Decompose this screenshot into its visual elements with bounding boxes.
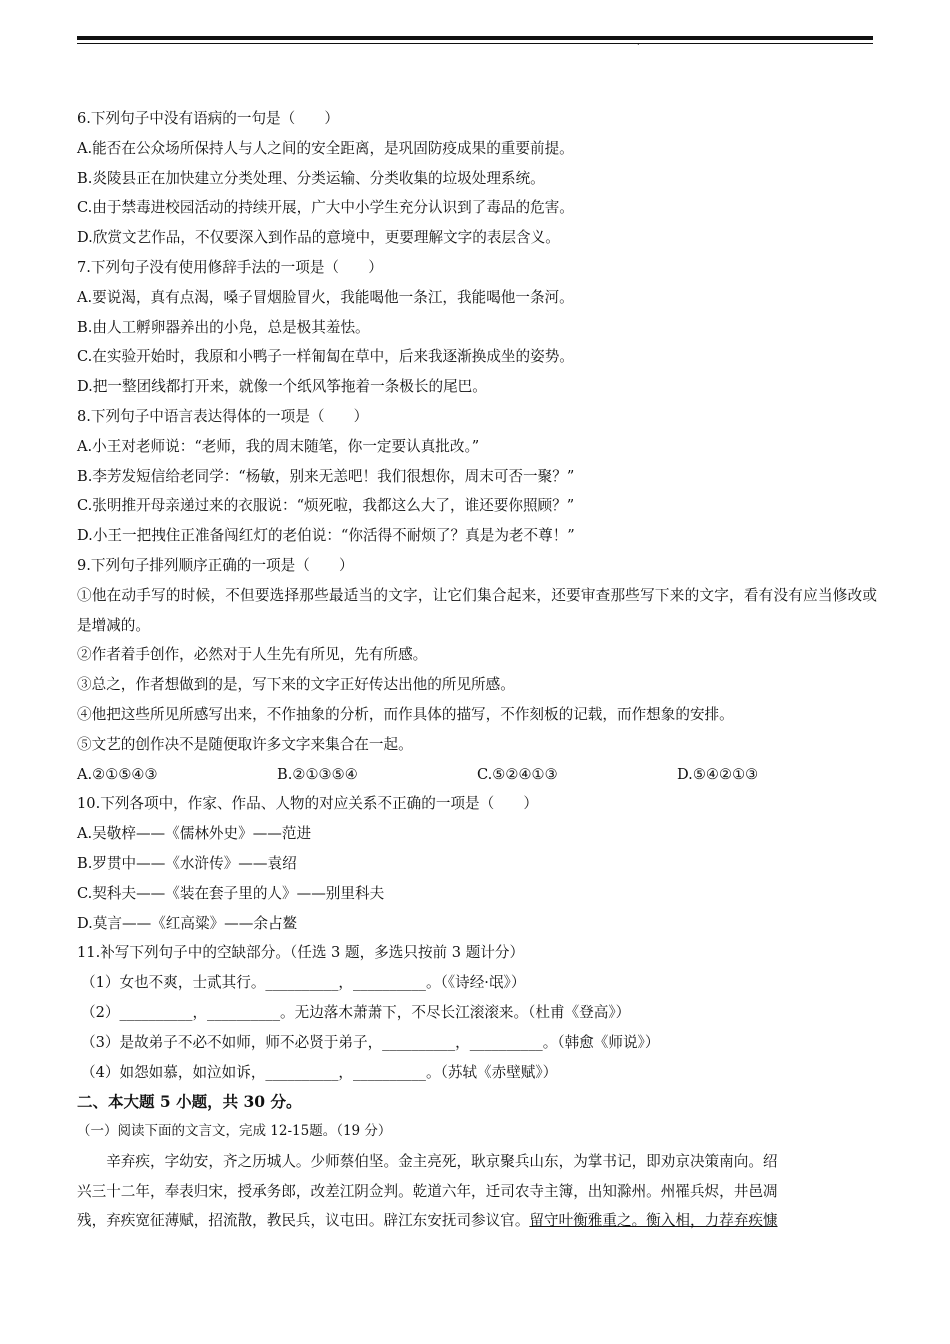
passage-line-3 bbox=[77, 1206, 877, 1236]
exam-page-content bbox=[77, 104, 877, 1236]
q9-choice-b: B.②①③⑤④ bbox=[277, 765, 358, 783]
q11-item-1: （1）女也不爽，士贰其行。__________，__________。（《诗经·氓》） bbox=[81, 974, 526, 992]
q11-item-2: （2）__________，__________。无边落木萧萧下，不尽长江滚滚来。（杜甫《登高》） bbox=[81, 1003, 631, 1021]
q11-item-3: （3）是故弟子不必不如师，师不必贤于弟子，__________，__________。（韩愈《师说》） bbox=[81, 1033, 660, 1051]
q7-option-b: B.由人工孵卵器养出的小凫，总是极其羞怯。 bbox=[77, 318, 370, 336]
q9-sentence-1: ①他在动手写的时候，不但要选择那些最适当的文字，让它们集合起来，还要审查那些写下来的文字，看有没有应当修改或是增减的。 bbox=[77, 586, 877, 634]
q8-option-b: B.李芳发短信给老同学：“杨敏，别来无恙吧！我们很想你，周末可否一聚？” bbox=[77, 467, 575, 485]
passage-underlined-sentence: 留守叶衡雅重之。衡入相，力荐弃疾慷 bbox=[529, 1212, 778, 1230]
passage-line-3-text: 残，弃疾宽征薄赋，招流散，教民兵，议屯田。辟江东安抚司参议官。 bbox=[77, 1212, 530, 1230]
q11-stem: 11.补写下列句子中的空缺部分。（任选 3 题，多选只按前 3 题计分） bbox=[77, 944, 525, 962]
q10-option-d: D.莫言——《红高粱》——余占鳌 bbox=[77, 914, 298, 932]
q10-option-c: C.契科夫——《装在套子里的人》——别里科夫 bbox=[77, 884, 385, 902]
q10-option-b: B.罗贯中——《水浒传》——袁绍 bbox=[77, 854, 297, 872]
q9-sentence-3: ③总之，作者想做到的是，写下来的文字正好传达出他的所见所感。 bbox=[77, 676, 515, 694]
header-rule-thin bbox=[77, 43, 873, 44]
q8-option-a: A.小王对老师说：“老师，我的周末随笔，你一定要认真批改。” bbox=[77, 437, 480, 455]
q9-choices bbox=[77, 760, 877, 790]
q8-option-c: C.张明推开母亲递过来的衣服说：“烦死啦，我都这么大了，谁还要你照顾？” bbox=[77, 497, 575, 515]
q6-option-a: A.能否在公众场所保持人与人之间的安全距离，是巩固防疫成果的重要前提。 bbox=[77, 139, 574, 157]
q8-stem: 8.下列句子中语言表达得体的一项是（ ） bbox=[77, 407, 369, 425]
q9-sentence-2: ②作者着手创作，必然对于人生先有所见，先有所感。 bbox=[77, 646, 428, 664]
q11-item-4: （4）如怨如慕，如泣如诉，__________，__________。（苏轼《赤壁赋》） bbox=[81, 1063, 558, 1081]
q7-option-a: A.要说渴，真有点渴，嗓子冒烟脸冒火，我能喝他一条江，我能喝他一条河。 bbox=[77, 288, 574, 306]
header-rule-thick bbox=[77, 36, 873, 40]
q9-choice-d: D.⑤④②①③ bbox=[677, 765, 759, 783]
q6-stem: 6.下列句子中没有语病的一句是（ ） bbox=[77, 110, 340, 127]
q9-sentence-4: ④他把这些所见所感写出来，不作抽象的分析，而作具体的描写，不作刻板的记载，而作想象的安排。 bbox=[77, 705, 734, 723]
q10-stem: 10.下列各项中，作家、作品、人物的对应关系不正确的一项是（ ） bbox=[77, 795, 539, 813]
q8-option-d: D.小王一把拽住正准备闯红灯的老伯说：“你活得不耐烦了？真是为老不尊！” bbox=[77, 527, 575, 545]
header-dot: . bbox=[637, 38, 640, 47]
q9-choice-a: A.②①⑤④③ bbox=[77, 765, 158, 783]
passage-line-2: 兴三十二年，奉表归宋，授承务郎，改差江阴佥判。乾道六年，迁司农寺主簿，出知滁州。州罹兵烬，井邑凋 bbox=[77, 1182, 778, 1200]
q9-stem: 9.下列句子排列顺序正确的一项是（ ） bbox=[77, 556, 354, 574]
q9-choice-c: C.⑤②④①③ bbox=[477, 765, 558, 783]
section-2-subheading: （一）阅读下面的文言文，完成 12-15题。（19 分） bbox=[77, 1123, 392, 1140]
passage-line-1: 辛弃疾，字幼安，齐之历城人。少师蔡伯坚。金主亮死，耿京聚兵山东，为掌书记，即劝京决策南向。绍 bbox=[106, 1152, 778, 1170]
q7-option-d: D.把一整团线都打开来，就像一个纸风筝拖着一条极长的尾巴。 bbox=[77, 378, 487, 396]
q9-sentence-5: ⑤文艺的创作决不是随便取许多文字来集合在一起。 bbox=[77, 735, 413, 753]
q6-option-c: C.由于禁毒进校园活动的持续开展，广大中小学生充分认识到了毒品的危害。 bbox=[77, 199, 574, 217]
q7-stem: 7.下列句子没有使用修辞手法的一项是（ ） bbox=[77, 258, 383, 276]
q6-option-b: B.炎陵县正在加快建立分类处理、分类运输、分类收集的垃圾处理系统。 bbox=[77, 169, 545, 187]
q10-option-a: A.吴敬梓——《儒林外史》——范进 bbox=[77, 825, 312, 843]
section-2-heading: 二、本大题 5 小题，共 30 分。 bbox=[77, 1092, 302, 1112]
q6-option-d: D.欣赏文艺作品，不仅要深入到作品的意境中，更要理解文字的表层含义。 bbox=[77, 229, 560, 247]
q7-option-c: C.在实验开始时，我原和小鸭子一样匍匐在草中，后来我逐渐换成坐的姿势。 bbox=[77, 348, 574, 366]
